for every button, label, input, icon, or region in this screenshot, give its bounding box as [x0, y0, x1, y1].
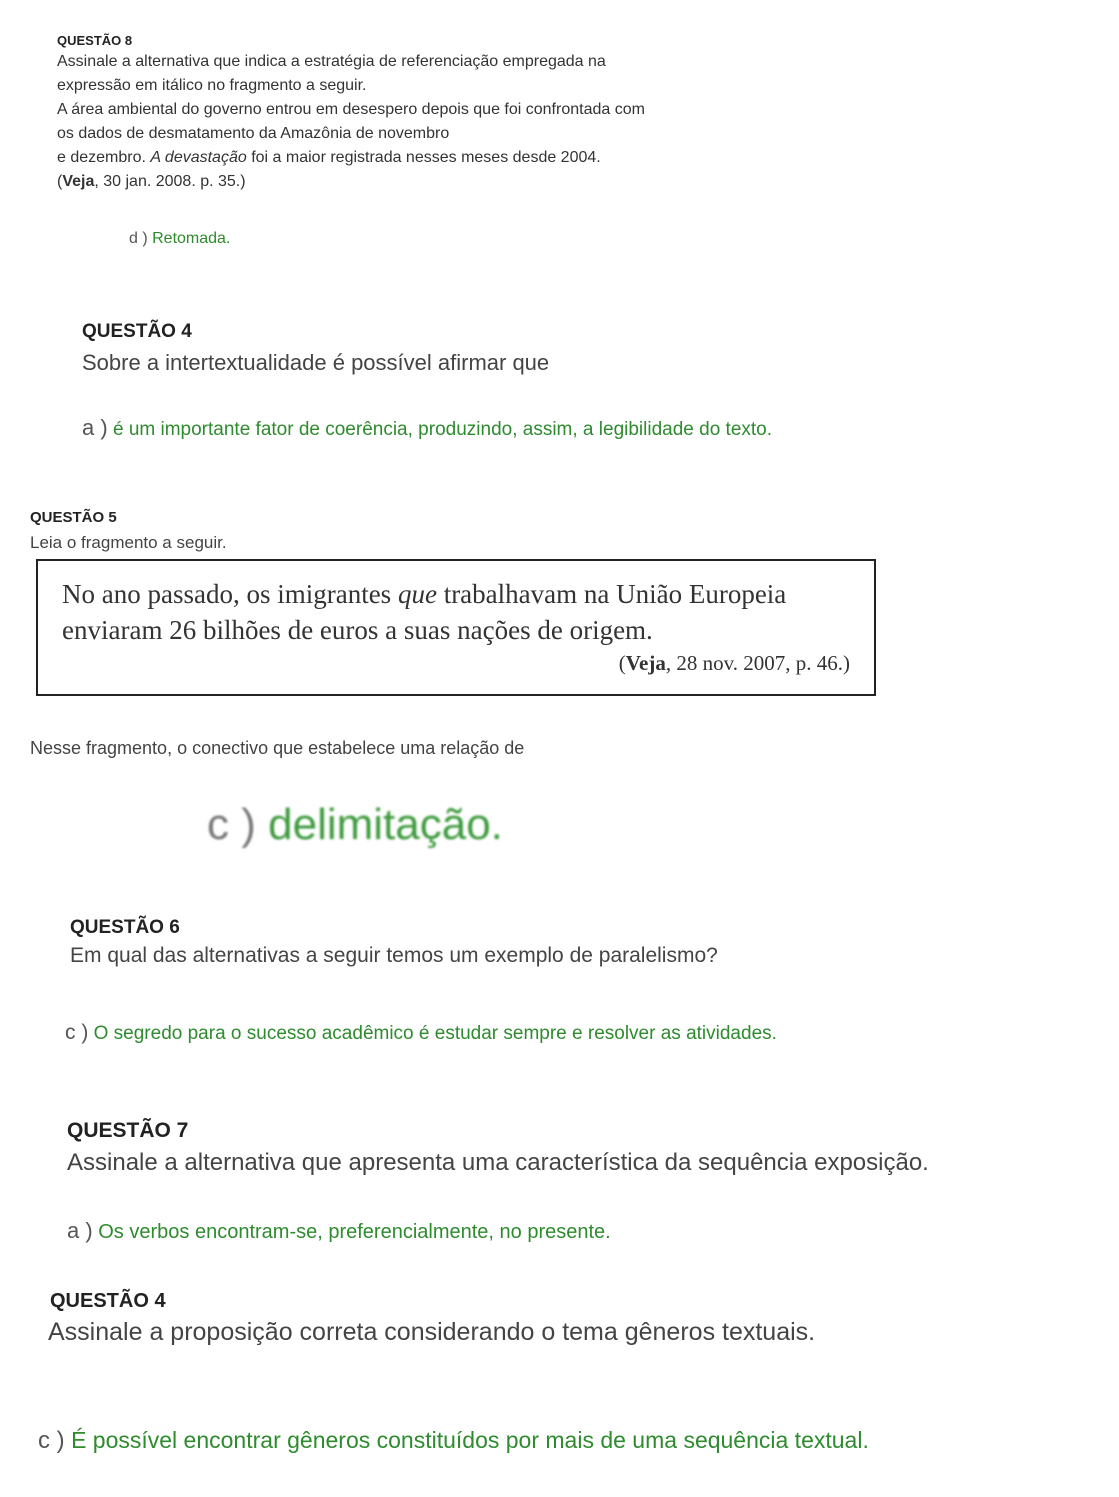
question-5-title: QUESTÃO 5 [30, 509, 117, 526]
question-4-text: Sobre a intertextualidade é possível afirmar que [82, 350, 550, 375]
answer-text: O segredo para o sucesso acadêmico é estudar sempre e resolver as atividades. [93, 1023, 777, 1044]
answer-letter: c ) [65, 1021, 89, 1044]
question-4-answer [82, 415, 772, 441]
citation-open: ( [57, 173, 63, 190]
quote-line-1 [62, 579, 786, 610]
answer-letter: d ) [129, 230, 148, 247]
question-7-title: QUESTÃO 7 [67, 1119, 189, 1142]
question-8-citation [57, 173, 246, 191]
question-4-title: QUESTÃO 4 [82, 321, 192, 342]
question-5-text: Leia o fragmento a seguir. [30, 533, 227, 552]
answer-text: Retomada. [152, 230, 231, 247]
question-4b-title: QUESTÃO 4 [50, 1290, 166, 1312]
line-5-start: e dezembro. [57, 149, 151, 166]
question-8-line-1: Assinale a alternativa que indica a estratégia de referenciação empregada na [57, 53, 606, 70]
quote-box [36, 559, 876, 696]
answer-letter: a ) [82, 415, 108, 440]
quote-line-1-end: trabalhavam na União Europeia [436, 579, 787, 609]
question-8-answer [129, 230, 230, 248]
source-open: ( [618, 651, 626, 675]
question-7-text: Assinale a alternativa que apresenta uma característica da sequência exposição. [67, 1149, 929, 1176]
question-7-answer [67, 1218, 611, 1244]
answer-letter: a ) [67, 1218, 93, 1243]
quote-italic-word: que [397, 579, 437, 609]
question-6-answer [65, 1021, 777, 1045]
citation-rest: , 30 jan. 2008. p. 35.) [94, 173, 246, 190]
question-5-prompt: Nesse fragmento, o conectivo que estabelece uma relação de [30, 738, 525, 758]
question-8-line-2: expressão em itálico no fragmento a seguir. [57, 77, 367, 94]
question-4b-text: Assinale a proposição correta considerando o tema gêneros textuais. [48, 1318, 816, 1346]
source-name: Veja [625, 651, 666, 675]
answer-text: É possível encontrar gêneros constituídos por mais de uma sequência textual. [71, 1427, 869, 1453]
quote-line-2: enviaram 26 bilhões de euros a suas nações de origem. [62, 615, 653, 645]
italic-expression: A devastação [150, 149, 247, 166]
question-8-title: QUESTÃO 8 [57, 33, 133, 48]
answer-letter: c ) [207, 800, 256, 849]
line-5-end: foi a maior registrada nesses meses desde 2004. [246, 149, 601, 166]
source-rest: , 28 nov. 2007, p. 46.) [665, 651, 850, 675]
quote-line-1-start: No ano passado, os imigrantes [62, 579, 398, 609]
answer-text: delimitação. [268, 800, 503, 849]
question-8-line-5 [57, 149, 601, 167]
question-4b-answer [38, 1427, 869, 1455]
answer-letter: c ) [38, 1427, 65, 1454]
question-6-text: Em qual das alternativas a seguir temos um exemplo de paralelismo? [70, 944, 718, 967]
question-8-line-3: A área ambiental do governo entrou em desespero depois que foi confrontada com [57, 101, 645, 118]
quote-source [619, 651, 850, 676]
question-6-title: QUESTÃO 6 [70, 917, 180, 938]
question-8-line-4: os dados de desmatamento da Amazônia de novembro [57, 125, 450, 142]
citation-source: Veja [62, 173, 95, 190]
answer-text: Os verbos encontram-se, preferencialmente, no presente. [98, 1221, 611, 1243]
question-5-answer [207, 800, 503, 850]
answer-text: é um importante fator de coerência, produzindo, assim, a legibilidade do texto. [112, 419, 773, 440]
